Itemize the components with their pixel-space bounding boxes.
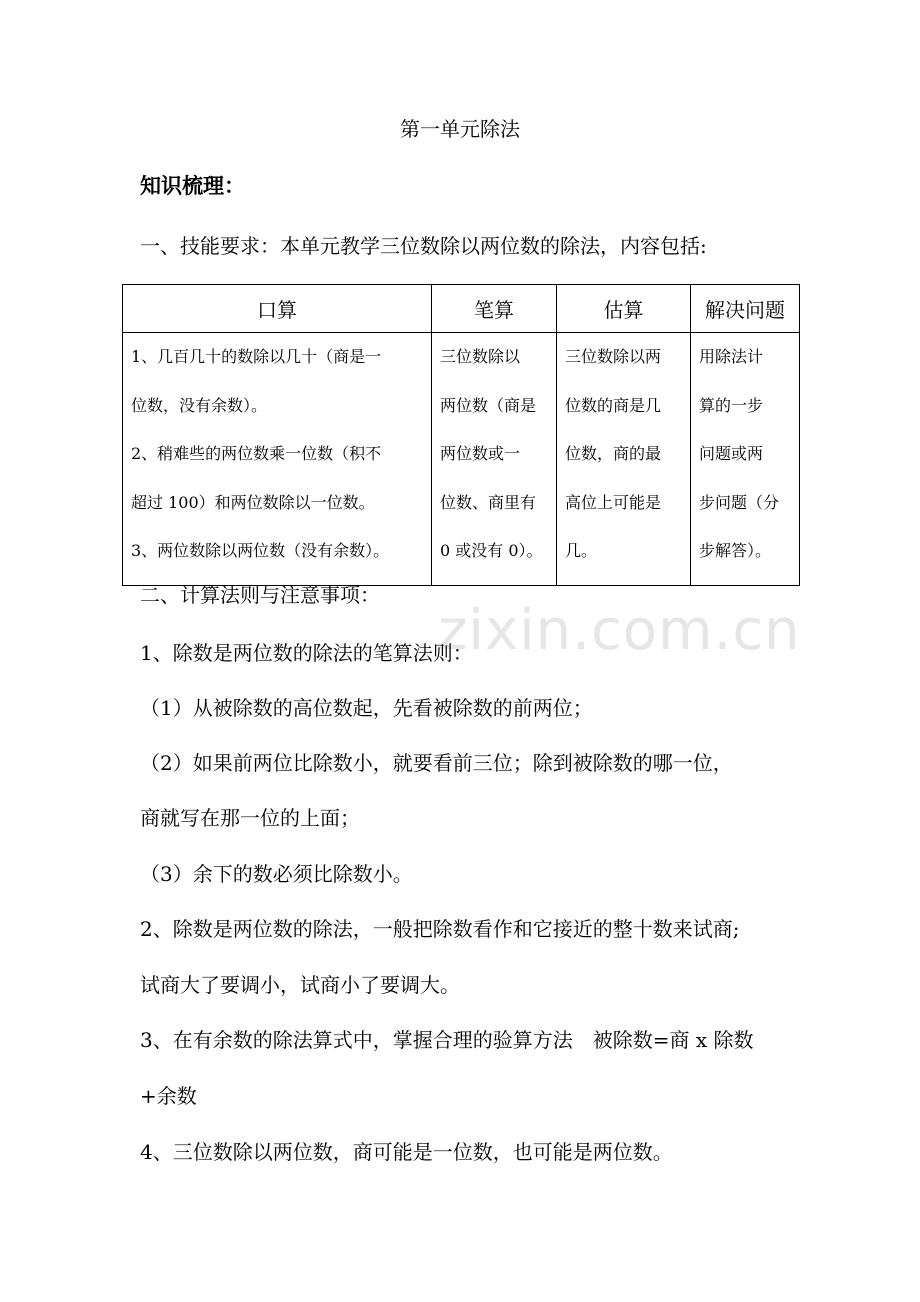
cell-line: 位数的商是几 xyxy=(565,395,662,415)
paragraph-rule-3-cont: +余数 xyxy=(140,1084,197,1108)
cell-problem-solving xyxy=(691,333,800,586)
skills-table xyxy=(122,284,800,586)
cell-line: 位数、商里有 xyxy=(440,492,537,512)
cell-line: 算的一步 xyxy=(699,395,764,415)
page-title: 第一单元除法 xyxy=(400,117,520,141)
table-row xyxy=(123,333,800,586)
cell-line: 0 或没有 0）。 xyxy=(440,541,543,561)
cell-line: 三位数除以两 xyxy=(565,347,662,366)
cell-line: 1、几百几十的数除以几十（商是一 xyxy=(131,347,382,366)
paragraph-rule-1-step-1: （1）从被除数的高位数起，先看被除数的前两位； xyxy=(140,696,593,720)
header-problem-solving: 解决问题 xyxy=(691,285,800,333)
cell-line: 2、稍难些的两位数乘一位数（积不 xyxy=(131,444,382,464)
header-estimation: 估算 xyxy=(557,285,691,333)
cell-written-calculation xyxy=(432,333,557,586)
cell-line: 问题或两 xyxy=(699,444,764,464)
paragraph-rule-1: 1、除数是两位数的除法的笔算法则： xyxy=(140,641,473,665)
cell-line: 三位数除以 xyxy=(440,347,521,366)
cell-line: 高位上可能是 xyxy=(565,492,662,512)
cell-line: 用除法计 xyxy=(699,347,764,366)
paragraph-rule-1-step-2-cont: 商就写在那一位的上面； xyxy=(140,806,360,830)
paragraph-rule-1-step-2: （2）如果前两位比除数小，就要看前三位；除到被除数的哪一位， xyxy=(140,751,733,775)
section-heading: 知识梳理： xyxy=(140,174,245,198)
cell-estimation xyxy=(557,333,691,586)
paragraph-rule-2: 2、除数是两位数的除法，一般把除数看作和它接近的整十数来试商; xyxy=(140,917,740,941)
cell-line: 两位数或一 xyxy=(440,444,521,464)
table-header-row xyxy=(123,285,800,333)
watermark: zixin.com.cn xyxy=(438,598,801,663)
header-mental-calculation: 口算 xyxy=(123,285,432,333)
paragraph-rule-3: 3、在有余数的除法算式中，掌握合理的验算方法 被除数=商 x 除数 xyxy=(140,1028,754,1052)
cell-line: 超过 100）和两位数除以一位数。 xyxy=(131,492,375,512)
cell-line: 3、两位数除以两位数（没有余数）。 xyxy=(131,541,390,561)
paragraph-rules-heading: 二、计算法则与注意事项： xyxy=(140,583,380,607)
intro-paragraph: 一、技能要求：本单元教学三位数除以两位数的除法，内容包括: xyxy=(140,234,707,258)
cell-line: 步问题（分 xyxy=(699,492,780,512)
cell-line: 几。 xyxy=(565,541,598,561)
paragraph-rule-2-cont: 试商大了要调小，试商小了要调大。 xyxy=(140,973,460,997)
cell-line: 步解答）。 xyxy=(699,541,772,561)
paragraph-rule-1-step-3: （3）余下的数必须比除数小。 xyxy=(140,862,413,886)
cell-line: 两位数（商是 xyxy=(440,395,537,415)
paragraph-rule-4: 4、三位数除以两位数，商可能是一位数，也可能是两位数。 xyxy=(140,1140,673,1164)
cell-line: 位数，没有余数）。 xyxy=(131,395,268,415)
header-written-calculation: 笔算 xyxy=(432,285,557,333)
cell-mental-calculation xyxy=(123,333,432,586)
cell-line: 位数，商的最 xyxy=(565,444,662,464)
